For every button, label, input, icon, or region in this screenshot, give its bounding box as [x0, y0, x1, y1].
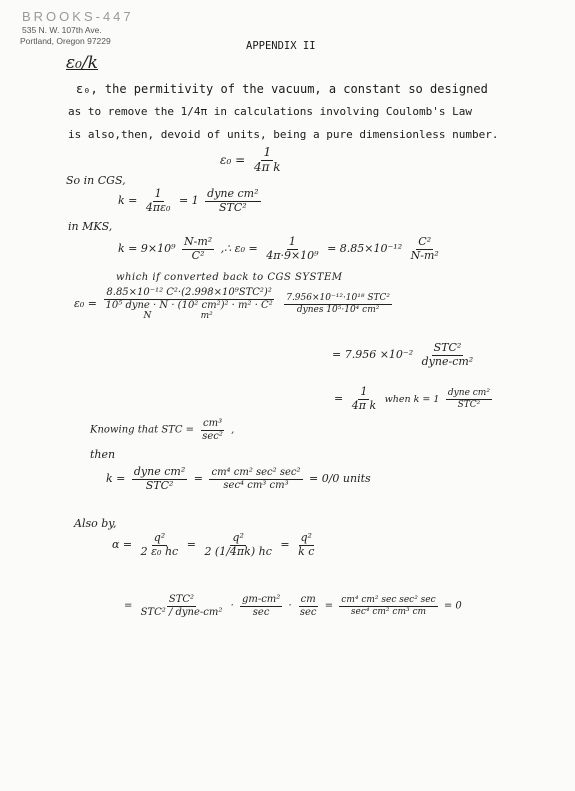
intro-line-2: as to remove the 1/4π in calculations involving Coulomb's Law — [68, 105, 472, 118]
then-f1-den: STC² — [145, 478, 174, 492]
result1-num: STC² — [433, 341, 462, 354]
brooks-stamp: BROOKS-447 — [22, 9, 134, 24]
alpha-f2-den: 2 (1/4πk) hc — [204, 544, 272, 558]
eq1-fraction — [252, 146, 283, 175]
final-f1-den: STC² / dyne-cm² — [140, 606, 223, 618]
knowing-num: cm³ — [203, 418, 223, 429]
cgs-fraction-2 — [205, 188, 260, 214]
mks-equation — [118, 236, 444, 262]
final-eq: = — [124, 600, 133, 612]
final-f3-num: cm — [300, 594, 316, 605]
convert-lhs: ε₀ = — [74, 297, 98, 311]
then-f1-num: dyne cm² — [133, 465, 186, 478]
convert-right-num: 7.956×10⁻¹²·10¹⁸ STC² — [286, 293, 390, 304]
cgs-label: So in CGS, — [66, 174, 126, 187]
final-f4-num: cm⁴ cm² sec sec² sec — [341, 595, 436, 606]
cgs-f2-num: dyne cm² — [207, 187, 259, 200]
eq1-denominator: 4π k — [253, 159, 281, 174]
then-label: then — [90, 448, 116, 461]
result2-num: 1 — [360, 385, 368, 398]
convert-right-fraction — [284, 293, 392, 315]
mks-e-unit-den: N-m² — [410, 248, 439, 262]
result2-fraction — [350, 386, 378, 412]
mks-e-unit-num: C² — [418, 235, 432, 248]
cgs-lhs: k = — [118, 194, 138, 208]
result2-tail-num: dyne cm² — [447, 388, 490, 399]
eq1-lhs: ε₀ = — [220, 152, 246, 167]
final-equation — [124, 594, 462, 618]
mks-e-fraction — [264, 236, 320, 262]
convert-den — [104, 300, 275, 322]
alpha-f1-num: q² — [153, 531, 166, 544]
final-result: = 0 — [443, 600, 462, 612]
final-eq-2: = — [324, 600, 334, 612]
final-fraction-1 — [139, 594, 225, 618]
result2-tail-den: STC² — [457, 399, 481, 410]
cgs-equation — [118, 188, 264, 214]
mks-e-den: 4π·9×10⁹ — [266, 248, 319, 262]
alpha-fraction-3 — [296, 532, 316, 558]
cgs-mid: = 1 — [178, 194, 199, 208]
alpha-eq2: = — [280, 538, 290, 552]
knowing-line — [90, 418, 234, 442]
intro-line-1: ε₀, the permitivity of the vacuum, a constant so designed — [76, 82, 488, 96]
alpha-fraction-1 — [139, 532, 181, 558]
then-f2-num: cm⁴ cm² sec² sec² — [211, 467, 301, 479]
mks-k-den: C² — [191, 248, 205, 262]
alpha-f3-num: q² — [300, 531, 312, 544]
final-f3-den: sec — [299, 606, 317, 618]
alpha-equation — [112, 532, 319, 558]
then-eq: = — [193, 472, 203, 486]
result1-den: dyne-cm² — [421, 354, 474, 368]
mks-e-num: 1 — [288, 235, 296, 248]
then-lhs: k = — [106, 472, 126, 486]
result1-value: = 7.956 ×10⁻² — [332, 348, 414, 362]
mks-therefore: ,∴ ε₀ = — [220, 242, 258, 256]
result2-tail-fraction — [446, 388, 492, 410]
final-fraction-2 — [240, 594, 282, 618]
result2-tail: when k = 1 — [384, 394, 440, 406]
final-f2-num: gm-cm² — [241, 594, 281, 605]
alpha-eq1: = — [186, 538, 196, 552]
convert-right-den: dynes 10⁵·10⁴ cm² — [296, 304, 380, 315]
result2-den: 4π k — [351, 398, 377, 412]
address-line-2: Portland, Oregon 97229 — [20, 36, 111, 46]
mks-e-unit-fraction — [409, 236, 441, 262]
cgs-f2-den: STC² — [218, 200, 247, 214]
final-fraction-4 — [339, 595, 437, 617]
final-dot: · — [230, 600, 234, 612]
mks-k-fraction — [182, 236, 214, 262]
alpha-label: Also by, — [74, 517, 117, 530]
convert-den-text: 10⁵ dyne · N · (10² cm²)² · m² · C² — [105, 299, 273, 311]
result2-eq: = — [334, 392, 344, 406]
cgs-f1-num: 1 — [154, 187, 162, 200]
final-fraction-3 — [298, 594, 319, 618]
convert-den-sub-1: N — [143, 311, 152, 321]
eq1-numerator: 1 — [263, 145, 272, 159]
alpha-lhs: α = — [112, 538, 133, 552]
convert-den-sub-2: m² — [200, 311, 213, 321]
page-title: APPENDIX II — [246, 40, 316, 52]
then-equation — [106, 466, 371, 492]
final-f1-num: STC² — [168, 594, 195, 605]
cgs-fraction-1 — [144, 188, 173, 214]
result-2 — [334, 386, 495, 412]
convert-text: which if converted back to CGS SYSTEM — [116, 272, 343, 283]
then-fraction-1 — [132, 466, 187, 492]
alpha-f1-den: 2 ε₀ hc — [140, 544, 179, 558]
equation-epsilon-definition — [220, 146, 286, 175]
final-f4-den: sec⁴ cm² cm³ cm — [350, 606, 427, 617]
mks-e-value: = 8.85×10⁻¹² — [327, 242, 403, 256]
alpha-fraction-2 — [202, 532, 273, 558]
address-line-1: 535 N. W. 107th Ave. — [22, 25, 102, 35]
final-dot-2: · — [288, 600, 292, 612]
mks-k-num: N-m² — [184, 235, 213, 248]
then-f2-den: sec⁴ cm³ cm³ — [223, 479, 289, 491]
intro-line-3: is also,then, devoid of units, being a pure dimensionless number. — [68, 128, 499, 141]
then-result: = 0/0 units — [309, 472, 371, 486]
alpha-f3-den: k c — [298, 544, 315, 558]
mks-label: in MKS, — [68, 220, 113, 233]
knowing-tail: , — [231, 424, 235, 436]
knowing-text: Knowing that STC = — [90, 424, 195, 436]
alpha-f2-num: q² — [232, 531, 244, 544]
convert-fraction — [104, 287, 275, 321]
result-1 — [332, 342, 478, 368]
handwritten-heading: ε₀/k — [66, 53, 98, 73]
knowing-den: sec² — [202, 430, 223, 442]
convert-num: 8.85×10⁻¹² C²·(2.998×10⁹STC²)² — [106, 287, 272, 298]
knowing-fraction — [200, 418, 225, 442]
cgs-f1-den: 4πε₀ — [145, 200, 171, 214]
convert-equation — [74, 287, 395, 321]
mks-k-lhs: k = 9×10⁹ — [118, 242, 176, 256]
final-f2-den: sec — [252, 606, 270, 618]
then-fraction-2 — [209, 467, 302, 491]
result1-fraction — [420, 342, 476, 368]
